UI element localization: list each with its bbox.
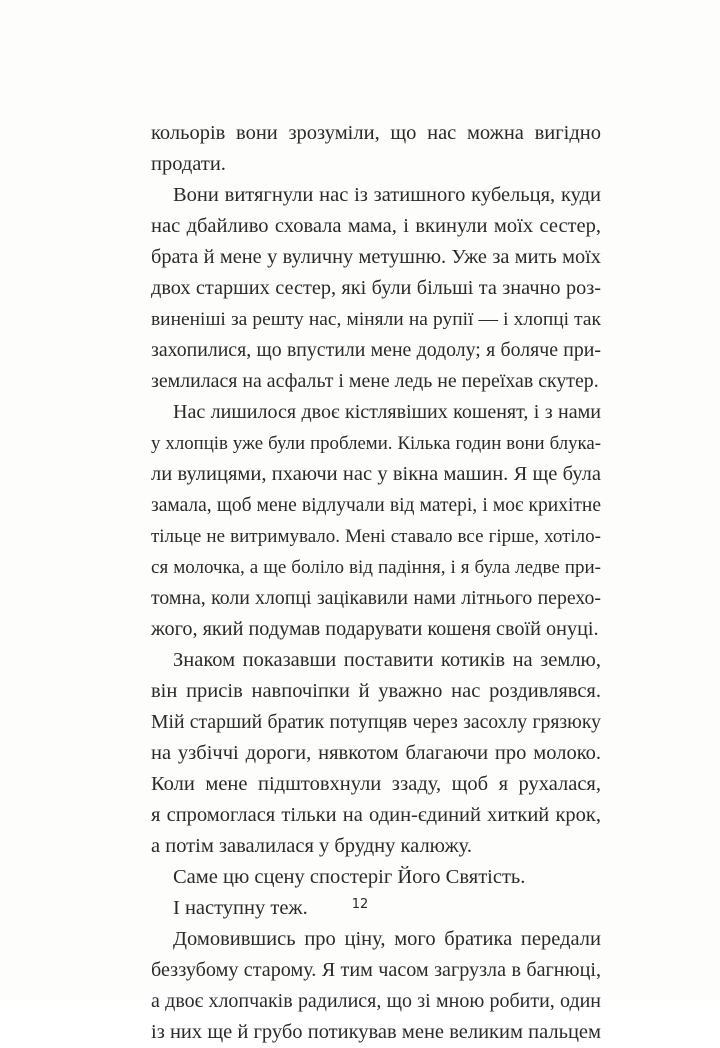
- text-line: ся молочка, а ще боліло від падіння, і я була ледве при-: [151, 557, 601, 578]
- text-line: ли вулицями, пхаючи нас у вікна машин. Я ще була: [151, 463, 601, 485]
- text-line: він присів навпочіпки й уважно нас роздивлявся.: [151, 680, 601, 702]
- text-line: нас дбайливо сховала мама, і вкинули моїх сестер,: [151, 215, 601, 237]
- text-line: Саме цю сцену спостеріг Його Святість.: [173, 866, 526, 888]
- text-line: Мій старший братик потупцяв через засохлу грязюку: [151, 711, 601, 733]
- text-line: землилася на асфальт і мене ледь не переїхав скутер.: [151, 370, 599, 392]
- text-line: томна, коли хлопці зацікавили нами літнього перехо-: [151, 587, 601, 609]
- text-line: жого, який подумав подарувати кошеня своїй онуці.: [151, 618, 599, 640]
- text-line: Вони витягнули нас із затишного кубельця, куди: [173, 184, 601, 206]
- text-line: Знаком показавши поставити котиків на землю,: [173, 649, 601, 671]
- text-line: Коли мене підштовхнули ззаду, щоб я рухалася,: [151, 773, 601, 795]
- text-line: Домовившись про ціну, мого братика передали: [173, 928, 601, 950]
- text-line: захопилися, що впустили мене додолу; я боляче при-: [151, 339, 601, 361]
- text-line: у хлопців уже були проблеми. Кілька годин вони блука-: [151, 433, 601, 454]
- text-line: а потім завалилася у брудну калюжу.: [151, 835, 472, 857]
- text-line: із них ще й грубо потикував мене великим пальцем: [151, 1021, 601, 1043]
- text-line: брата й мене у вуличну метушню. Уже за мить моїх: [151, 246, 601, 268]
- text-line: Нас лишилося двоє кістлявіших кошенят, і з нами: [173, 401, 601, 423]
- text-line: на узбіччі дороги, нявкотом благаючи про молоко.: [151, 742, 601, 764]
- page-number: 12: [351, 897, 369, 912]
- text-line: двох старших сестер, які були більші та значно роз-: [151, 277, 601, 299]
- text-line: кольорів вони зрозуміли, що нас можна вигідно: [151, 122, 601, 144]
- text-line: замала, щоб мене відлучали від матері, і моє крихітне: [151, 495, 601, 516]
- text-line: я спромоглася тільки на один-єдиний хиткий крок,: [151, 804, 601, 826]
- text-line: беззубому старому. Я тим часом загрузла в багнюці,: [151, 959, 601, 981]
- text-line: І наступну теж.: [173, 897, 308, 919]
- text-line: виненіші за решту нас, міняли на рупії — і хлопці так: [151, 309, 601, 330]
- text-line: а двоє хлопчаків радилися, що зі мною робити, один: [151, 990, 601, 1012]
- text-line: продати.: [151, 153, 226, 175]
- text-line: тільце не витримувало. Мені ставало все гірше, хотіло-: [151, 526, 601, 547]
